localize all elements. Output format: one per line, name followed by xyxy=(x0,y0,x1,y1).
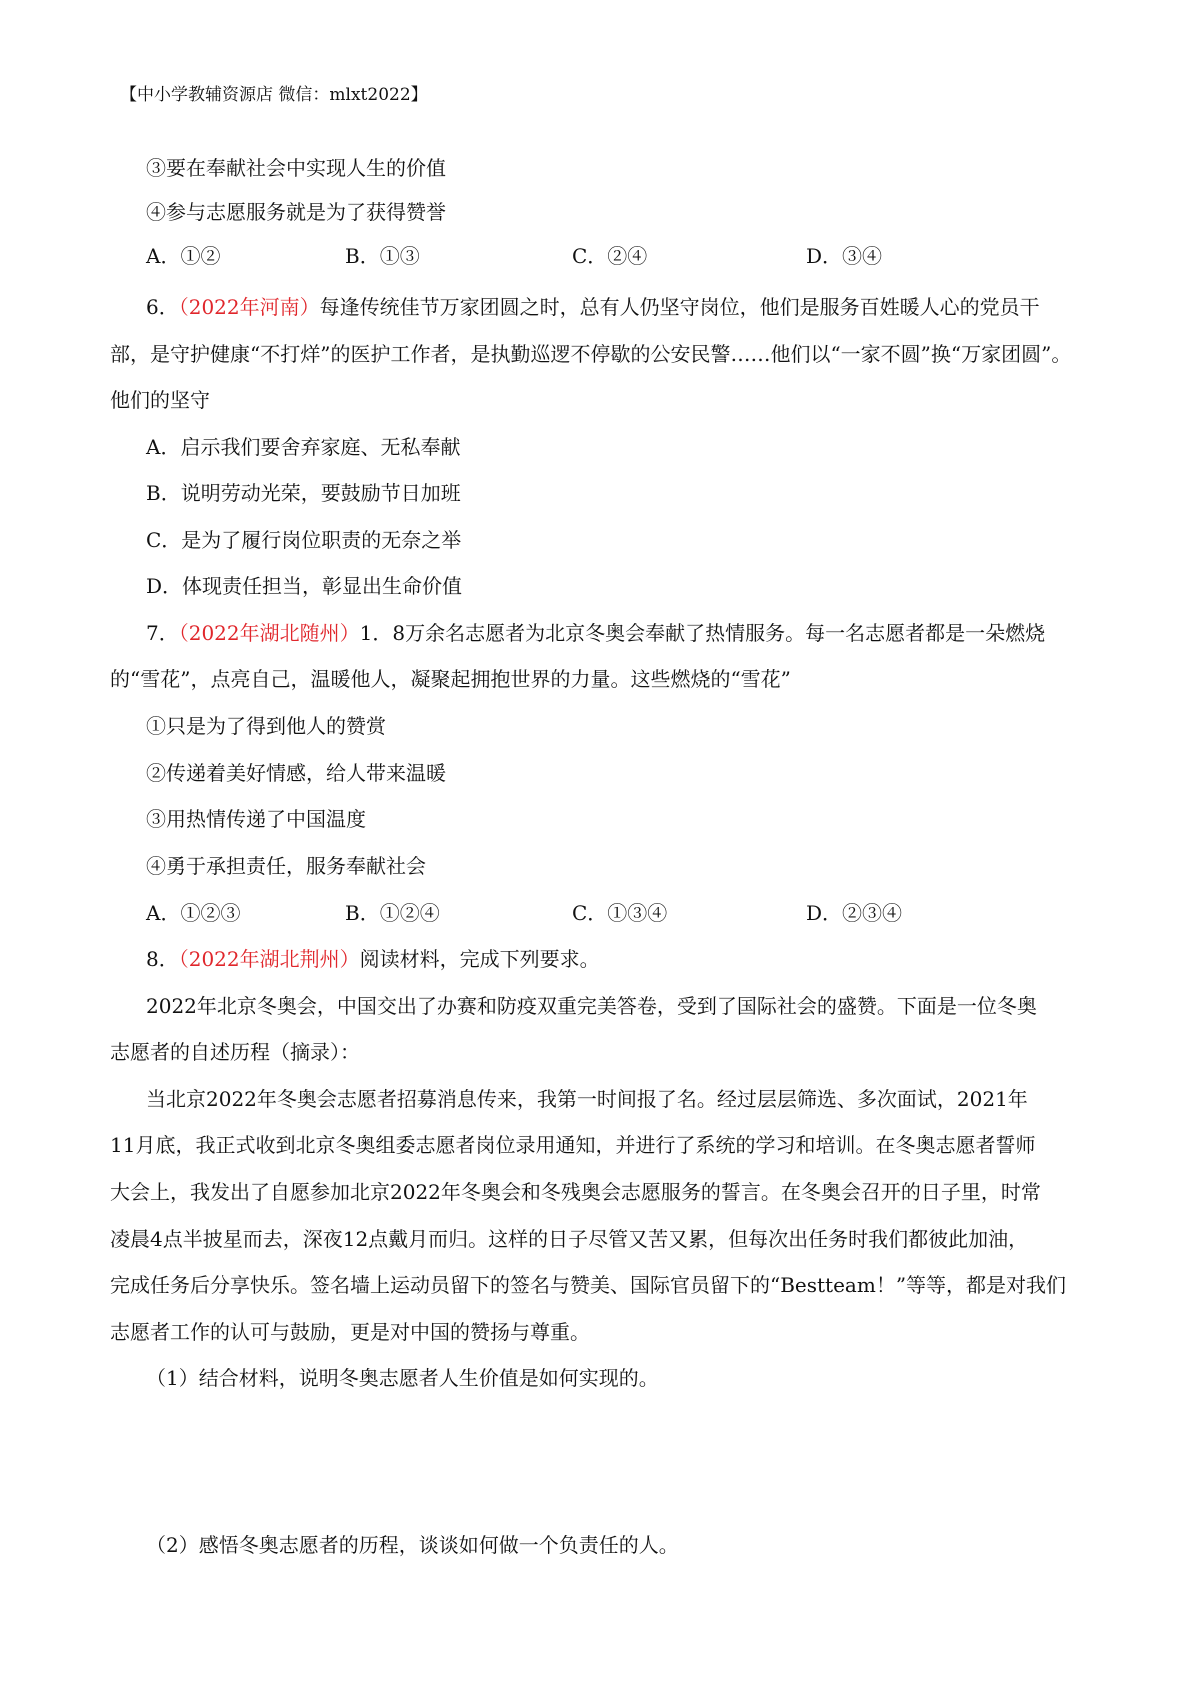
q7-option-d: D．②③④ xyxy=(806,901,903,925)
q7-option-c: C．①③④ xyxy=(572,901,668,925)
q5-option-b: B．①③ xyxy=(345,244,420,268)
question-number: 7． xyxy=(146,621,179,645)
q5-option-c: C．②④ xyxy=(572,244,648,268)
q7-option-b: B．①②④ xyxy=(345,901,440,925)
question-source: （2022年湖北荆州） xyxy=(178,947,360,971)
q7-option-a: A．①②③ xyxy=(146,901,241,925)
resource-store-header: 【中小学教辅资源店 微信：mlxt2022】 xyxy=(120,85,428,105)
question-source: （2022年湖北随州） xyxy=(178,621,360,645)
q5-option-d: D．③④ xyxy=(806,244,883,268)
question-number: 6． xyxy=(146,295,179,319)
question-source: （2022年河南） xyxy=(178,295,320,319)
q5-option-a: A．①② xyxy=(146,244,221,268)
question-number: 8． xyxy=(146,947,179,971)
